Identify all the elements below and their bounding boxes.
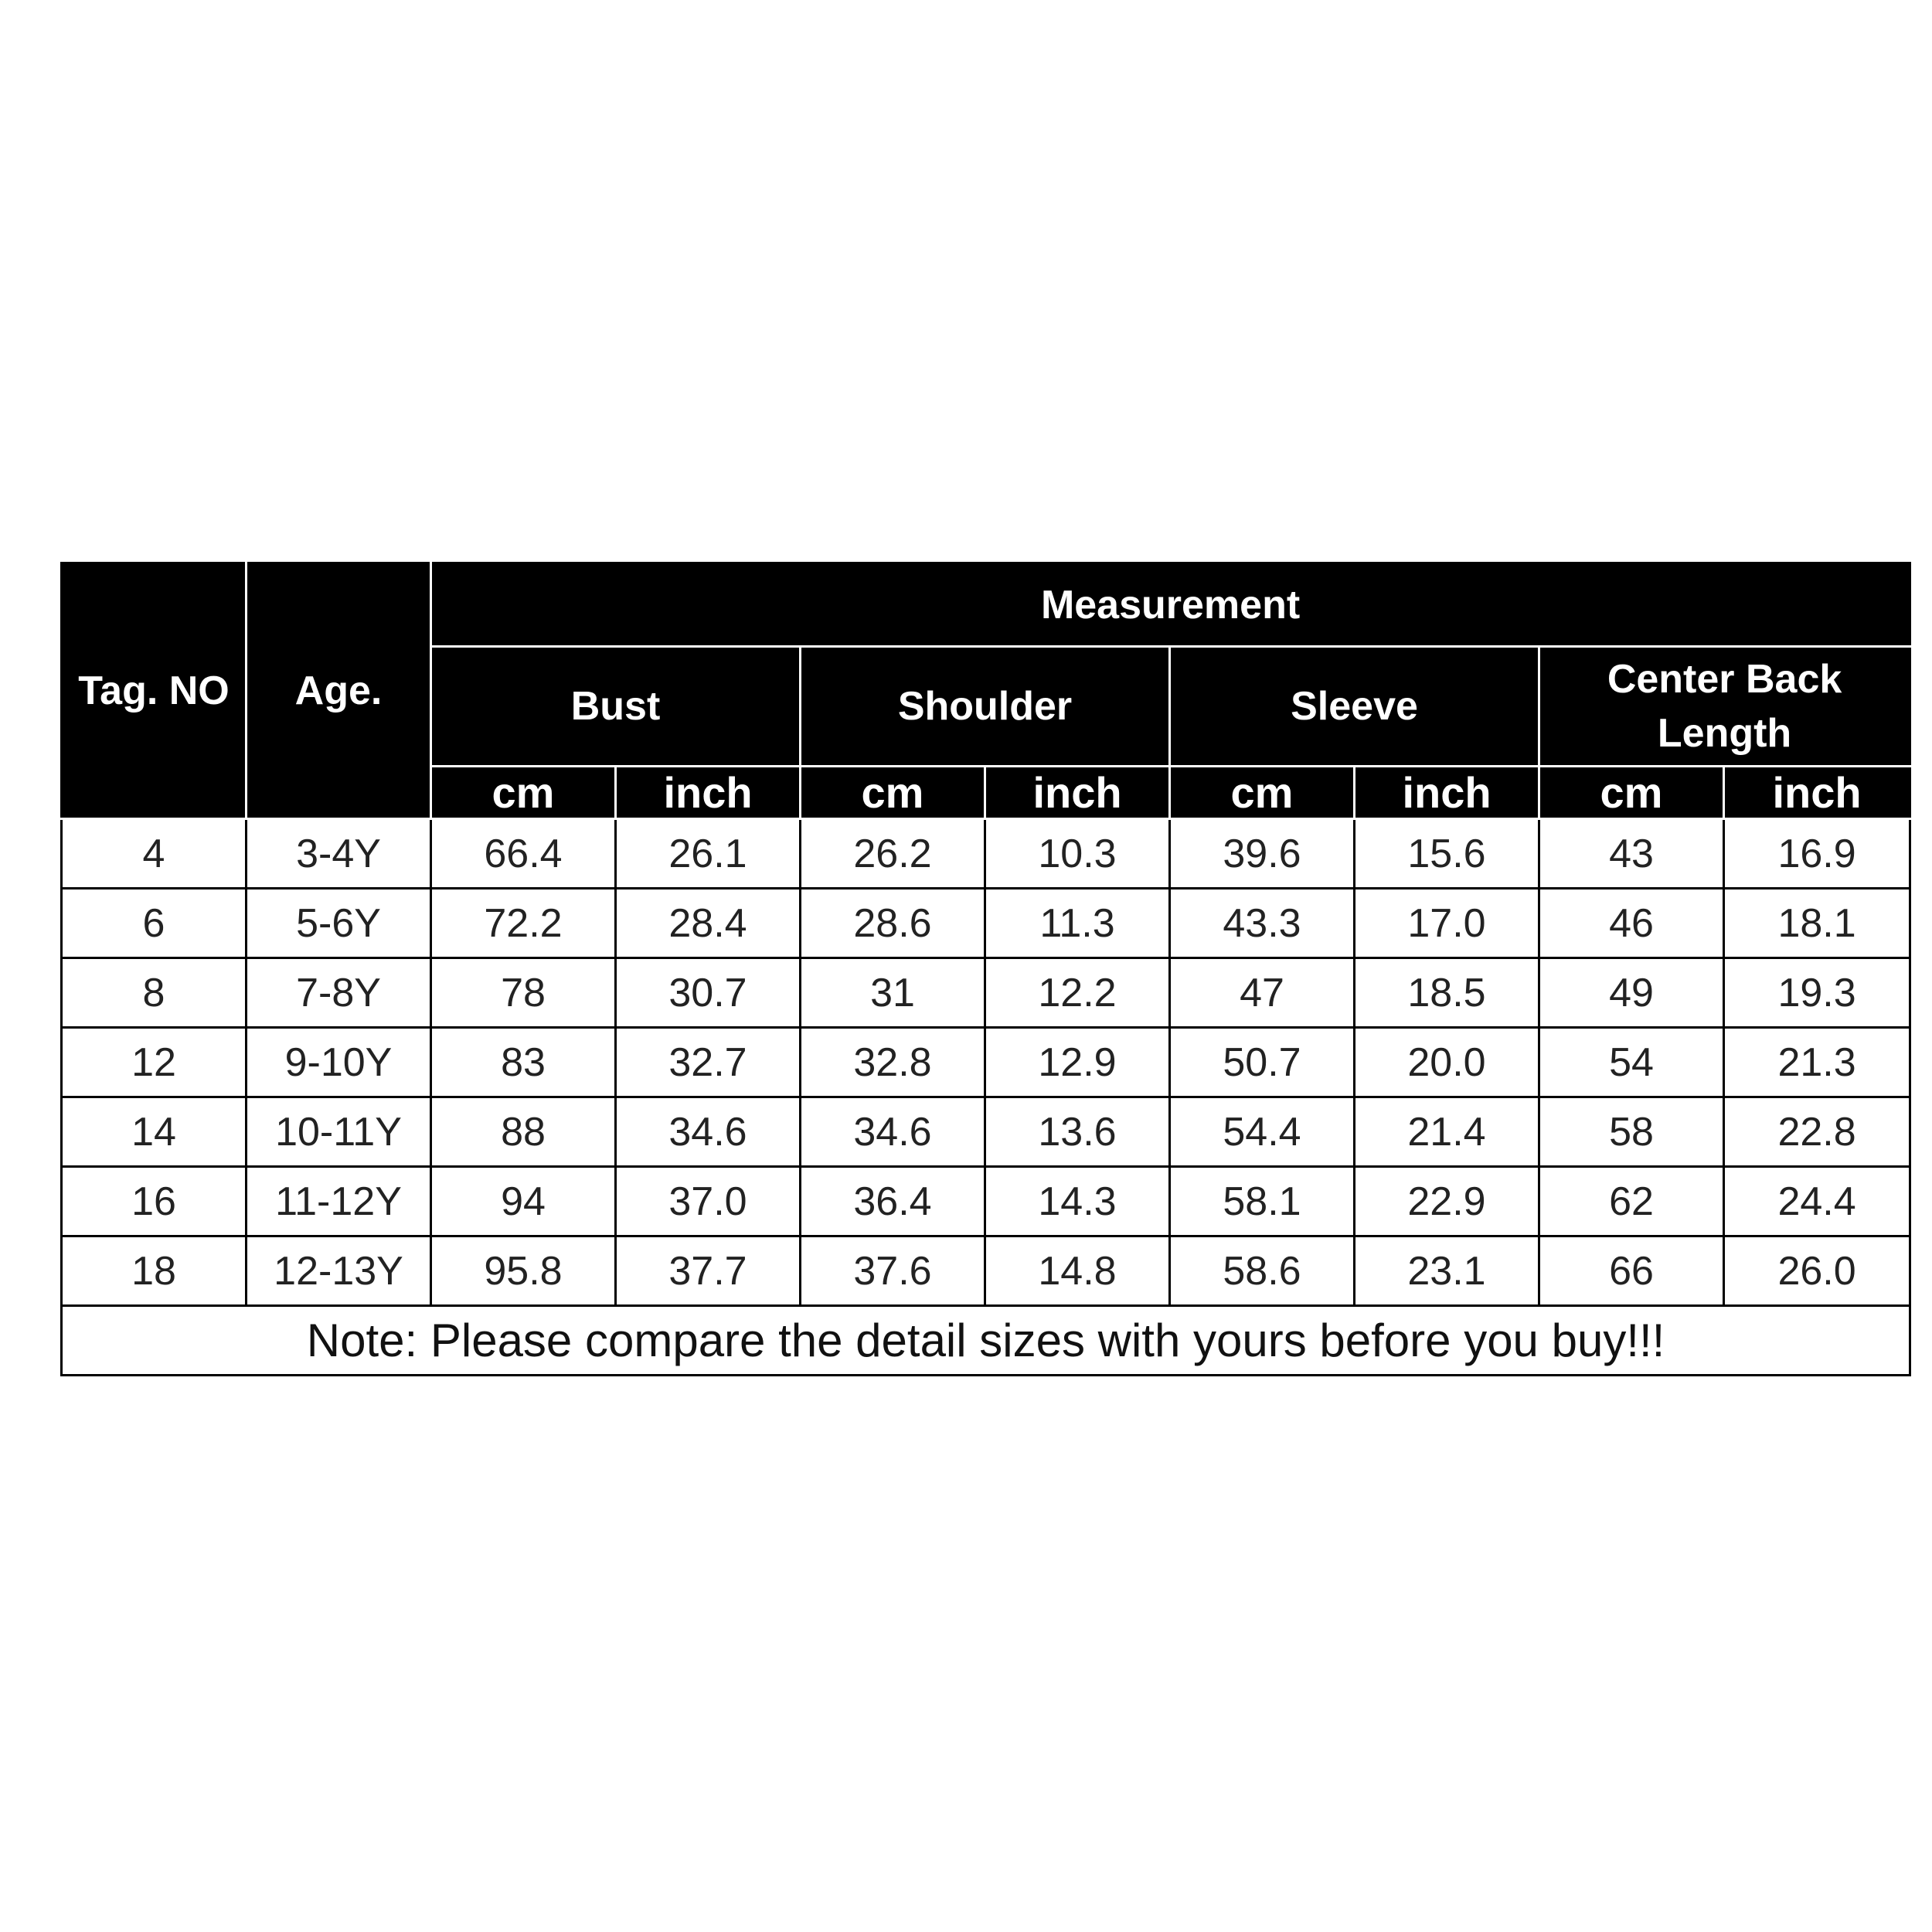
cell-shoulder-cm: 34.6 [801, 1097, 985, 1167]
cell-bust-inch: 30.7 [616, 958, 801, 1028]
cell-sleeve-cm: 39.6 [1170, 819, 1355, 889]
cell-length-cm: 46 [1539, 889, 1724, 958]
cell-shoulder-inch: 14.8 [985, 1236, 1170, 1306]
cell-age: 7-8Y [247, 958, 431, 1028]
cell-age: 3-4Y [247, 819, 431, 889]
cell-shoulder-inch: 12.2 [985, 958, 1170, 1028]
cell-age: 10-11Y [247, 1097, 431, 1167]
cell-shoulder-cm: 36.4 [801, 1167, 985, 1236]
cell-sleeve-cm: 47 [1170, 958, 1355, 1028]
header-sleeve: Sleeve [1170, 647, 1539, 767]
cell-length-inch: 26.0 [1724, 1236, 1910, 1306]
cell-sleeve-inch: 15.6 [1355, 819, 1539, 889]
cell-sleeve-inch: 20.0 [1355, 1028, 1539, 1097]
cell-length-inch: 21.3 [1724, 1028, 1910, 1097]
unit-bust-inch: inch [616, 767, 801, 819]
cell-bust-inch: 26.1 [616, 819, 801, 889]
unit-length-inch: inch [1724, 767, 1910, 819]
cell-shoulder-cm: 26.2 [801, 819, 985, 889]
header-bust: Bust [431, 647, 801, 767]
cell-shoulder-cm: 37.6 [801, 1236, 985, 1306]
cell-bust-cm: 78 [431, 958, 616, 1028]
cell-shoulder-inch: 13.6 [985, 1097, 1170, 1167]
cell-shoulder-inch: 14.3 [985, 1167, 1170, 1236]
note-text: Note: Please compare the detail sizes with yours before you buy!!! [62, 1306, 1910, 1376]
unit-bust-cm: cm [431, 767, 616, 819]
cell-length-inch: 22.8 [1724, 1097, 1910, 1167]
cell-shoulder-cm: 28.6 [801, 889, 985, 958]
size-chart-table [60, 562, 1911, 1376]
cell-sleeve-cm: 58.1 [1170, 1167, 1355, 1236]
cell-bust-inch: 37.7 [616, 1236, 801, 1306]
cell-bust-inch: 32.7 [616, 1028, 801, 1097]
unit-shoulder-inch: inch [985, 767, 1170, 819]
unit-sleeve-cm: cm [1170, 767, 1355, 819]
table-row [62, 819, 1910, 889]
cell-sleeve-inch: 23.1 [1355, 1236, 1539, 1306]
header-center-back-length: Center Back Length [1539, 647, 1910, 767]
table-row [62, 889, 1910, 958]
header-measurement: Measurement [431, 563, 1910, 647]
cell-bust-inch: 34.6 [616, 1097, 801, 1167]
cell-bust-cm: 94 [431, 1167, 616, 1236]
cell-bust-cm: 83 [431, 1028, 616, 1097]
cell-length-cm: 49 [1539, 958, 1724, 1028]
cell-bust-cm: 95.8 [431, 1236, 616, 1306]
cell-sleeve-inch: 18.5 [1355, 958, 1539, 1028]
cell-sleeve-cm: 58.6 [1170, 1236, 1355, 1306]
cell-length-inch: 18.1 [1724, 889, 1910, 958]
cell-sleeve-cm: 43.3 [1170, 889, 1355, 958]
cell-age: 11-12Y [247, 1167, 431, 1236]
cell-shoulder-cm: 31 [801, 958, 985, 1028]
cell-shoulder-cm: 32.8 [801, 1028, 985, 1097]
table-row [62, 1236, 1910, 1306]
cell-age: 5-6Y [247, 889, 431, 958]
table-row [62, 958, 1910, 1028]
cell-sleeve-inch: 22.9 [1355, 1167, 1539, 1236]
cell-bust-inch: 28.4 [616, 889, 801, 958]
table-row [62, 1167, 1910, 1236]
cell-tag-no: 8 [62, 958, 247, 1028]
cell-shoulder-inch: 11.3 [985, 889, 1170, 958]
header-shoulder: Shoulder [801, 647, 1170, 767]
cell-length-inch: 19.3 [1724, 958, 1910, 1028]
cell-tag-no: 14 [62, 1097, 247, 1167]
cell-sleeve-inch: 17.0 [1355, 889, 1539, 958]
cell-tag-no: 18 [62, 1236, 247, 1306]
cell-tag-no: 6 [62, 889, 247, 958]
cell-shoulder-inch: 10.3 [985, 819, 1170, 889]
cell-tag-no: 12 [62, 1028, 247, 1097]
cell-length-cm: 43 [1539, 819, 1724, 889]
cell-length-cm: 54 [1539, 1028, 1724, 1097]
cell-length-inch: 16.9 [1724, 819, 1910, 889]
cell-sleeve-cm: 50.7 [1170, 1028, 1355, 1097]
cell-bust-cm: 88 [431, 1097, 616, 1167]
cell-sleeve-cm: 54.4 [1170, 1097, 1355, 1167]
cell-age: 12-13Y [247, 1236, 431, 1306]
unit-length-cm: cm [1539, 767, 1724, 819]
unit-shoulder-cm: cm [801, 767, 985, 819]
cell-bust-cm: 72.2 [431, 889, 616, 958]
cell-length-cm: 62 [1539, 1167, 1724, 1236]
cell-length-cm: 66 [1539, 1236, 1724, 1306]
cell-sleeve-inch: 21.4 [1355, 1097, 1539, 1167]
header-tag-no: Tag. NO [62, 563, 247, 819]
unit-sleeve-inch: inch [1355, 767, 1539, 819]
cell-tag-no: 16 [62, 1167, 247, 1236]
cell-tag-no: 4 [62, 819, 247, 889]
table-row [62, 1028, 1910, 1097]
cell-bust-inch: 37.0 [616, 1167, 801, 1236]
header-age: Age. [247, 563, 431, 819]
cell-age: 9-10Y [247, 1028, 431, 1097]
note-row [62, 1306, 1910, 1376]
cell-bust-cm: 66.4 [431, 819, 616, 889]
cell-length-cm: 58 [1539, 1097, 1724, 1167]
table-row [62, 1097, 1910, 1167]
cell-shoulder-inch: 12.9 [985, 1028, 1170, 1097]
cell-length-inch: 24.4 [1724, 1167, 1910, 1236]
